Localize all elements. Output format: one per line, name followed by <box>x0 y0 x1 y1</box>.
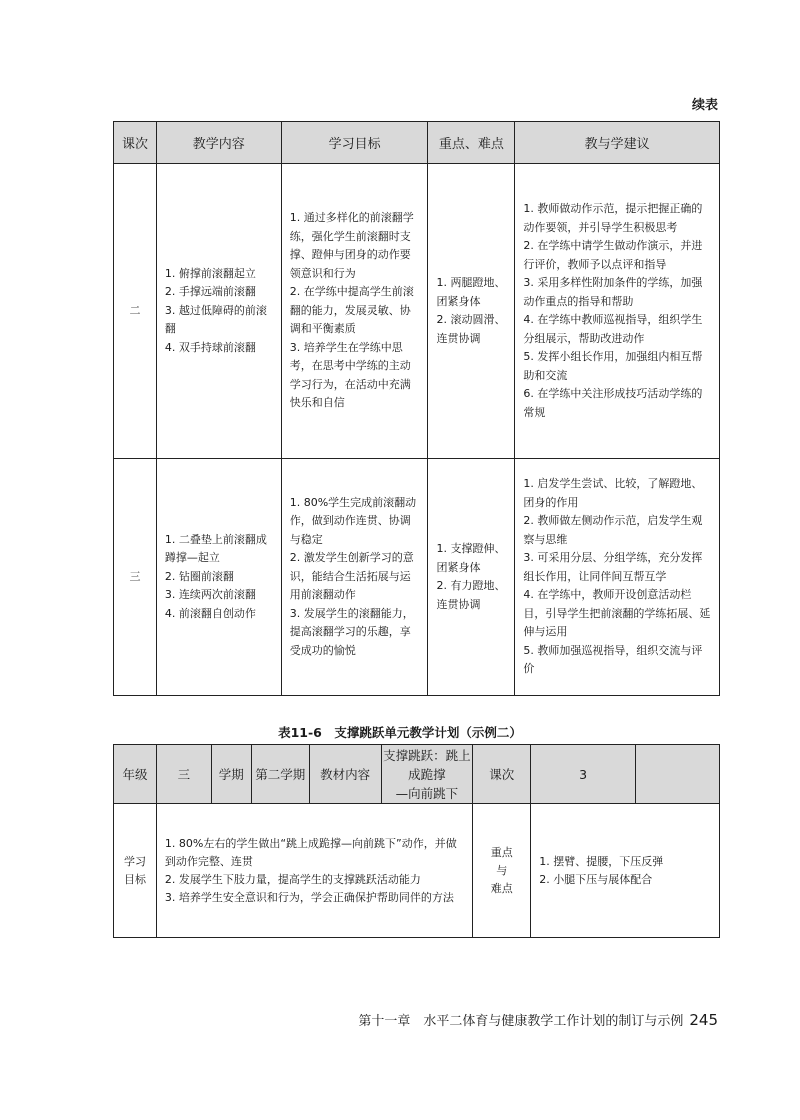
list-item: 2. 手撑远端前滚翻 <box>164 285 256 299</box>
table-header-row <box>114 122 720 164</box>
page-footer <box>358 1010 718 1029</box>
list-item: 3. 培养学生安全意识和行为，学会正确保护帮助同伴的方法 <box>164 890 454 904</box>
list-item: 2. 有力蹬地、连贯协调 <box>436 579 506 611</box>
list-item: 3. 采用多样性附加条件的学练，加强动作重点的指导和帮助 <box>523 276 703 308</box>
lesson-count-value: 3 <box>531 745 636 804</box>
grade-value: 三 <box>156 745 211 804</box>
key-label-line: 与 <box>496 863 508 877</box>
list-item: 1. 二叠垫上前滚翻成蹲撑—起立 <box>164 532 267 565</box>
material-line: 支撑跳跃：跳上成跪撑 <box>383 747 471 782</box>
suggestions-cell <box>515 164 720 459</box>
goals-label-line: 学习 <box>123 854 146 868</box>
list-item: 4. 在学练中教师巡视指导，组织学生分组展示，帮助改进动作 <box>523 313 703 345</box>
list-item: 2. 在学练中请学生做动作演示，并进行评价，教师予以点评和指导 <box>523 239 703 271</box>
goals-label-line: 目标 <box>123 872 146 886</box>
content-cell <box>156 164 281 459</box>
page-number: 245 <box>689 1011 718 1029</box>
goals-cell <box>281 459 428 696</box>
list-item: 5. 教师加强巡视指导，组织交流与评价 <box>523 643 703 676</box>
list-item: 2. 教师做左侧动作示范，启发学生观察与思维 <box>523 514 703 546</box>
suggestions-cell <box>515 459 720 696</box>
list-item: 4. 前滚翻自创动作 <box>164 606 256 620</box>
key-points-label <box>473 804 531 938</box>
continued-label: 续表 <box>691 98 718 113</box>
term-label: 学期 <box>211 745 251 804</box>
header-key-points: 重点、难点 <box>428 122 515 164</box>
goals-cell <box>281 164 428 459</box>
list-item: 1. 俯撑前滚翻起立 <box>164 266 256 280</box>
header-content: 教学内容 <box>156 122 281 164</box>
list-item: 4. 双手持球前滚翻 <box>164 340 256 354</box>
lesson-count-label: 课次 <box>473 745 531 804</box>
list-item: 4. 在学练中，教师开设创意活动栏目，引导学生把前滚翻的学练拓展、延伸与运用 <box>523 588 711 639</box>
list-item: 1. 支撑蹬伸、团紧身体 <box>436 542 506 574</box>
list-item: 3. 可采用分层、分组学练，充分发挥组长作用，让同伴间互帮互学 <box>523 551 703 583</box>
chapter-title: 第十一章 水平二体育与健康教学工作计划的制订与示例 <box>358 1014 684 1029</box>
key-label-line: 难点 <box>490 881 513 895</box>
header-goals: 学习目标 <box>281 122 428 164</box>
blank-cell <box>636 745 720 804</box>
lesson-number: 二 <box>114 164 157 459</box>
list-item: 3. 培养学生在学练中思考，在思考中学练的主动学习行为，在活动中充满快乐和自信 <box>289 340 411 410</box>
lesson-number: 三 <box>114 459 157 696</box>
material-label: 教材内容 <box>309 745 381 804</box>
list-item: 3. 连续两次前滚翻 <box>164 588 256 602</box>
material-line: —向前跳下 <box>395 785 459 801</box>
table-row <box>114 459 720 696</box>
table-row <box>114 804 720 938</box>
list-item: 1. 80%学生完成前滚翻动作，做到动作连贯、协调与稳定 <box>289 495 417 546</box>
list-item: 1. 通过多样化的前滚翻学练，强化学生前滚翻时支撑、蹬伸与团身的动作要领意识和行为 <box>289 211 414 280</box>
key-points-cell <box>428 459 515 696</box>
list-item: 2. 激发学生创新学习的意识，能结合生活拓展与运用前滚翻动作 <box>289 551 414 602</box>
list-item: 5. 发挥小组长作用，加强组内相互帮助和交流 <box>523 350 703 382</box>
list-item: 1. 80%左右的学生做出“跳上成跪撑—向前跳下”动作，并做到动作完整、连贯 <box>164 836 457 868</box>
vault-unit-plan-table <box>113 744 720 938</box>
list-item: 1. 启发学生尝试、比较，了解蹬地、团身的作用 <box>523 477 703 509</box>
goals-label <box>114 804 157 938</box>
key-points-cell <box>531 804 720 938</box>
term-value: 第二学期 <box>251 745 309 804</box>
list-item: 2. 在学练中提高学生前滚翻的能力，发展灵敏、协调和平衡素质 <box>289 285 414 336</box>
grade-label: 年级 <box>114 745 157 804</box>
content-cell <box>156 459 281 696</box>
list-item: 1. 两腿蹬地、团紧身体 <box>436 276 506 308</box>
lesson-plan-table-continued <box>113 121 720 696</box>
list-item: 2. 发展学生下肢力量，提高学生的支撑跳跃活动能力 <box>164 872 421 886</box>
list-item: 1. 摆臂、提腰，下压反弹 <box>539 854 664 868</box>
list-item: 2. 滚动圆滑、连贯协调 <box>436 313 506 345</box>
material-value <box>381 745 473 804</box>
table-caption: 表11-6 支撑跳跃单元教学计划（示例二） <box>278 725 522 740</box>
list-item: 2. 钻圈前滚翻 <box>164 569 234 583</box>
table-row <box>114 164 720 459</box>
list-item: 3. 发展学生的滚翻能力，提高滚翻学习的乐趣，享受成功的愉悦 <box>289 606 414 657</box>
header-suggestions: 教与学建议 <box>515 122 720 164</box>
list-item: 6. 在学练中关注形成技巧活动学练的常规 <box>523 387 703 419</box>
key-label-line: 重点 <box>490 845 513 859</box>
list-item: 1. 教师做动作示范，提示把握正确的动作要领，并引导学生积极思考 <box>523 202 703 234</box>
table-header-row <box>114 745 720 804</box>
list-item: 2. 小腿下压与展体配合 <box>539 872 653 886</box>
goals-cell <box>156 804 472 938</box>
key-points-cell <box>428 164 515 459</box>
list-item: 3. 越过低障碍的前滚翻 <box>164 303 267 336</box>
header-lesson: 课次 <box>114 122 157 164</box>
